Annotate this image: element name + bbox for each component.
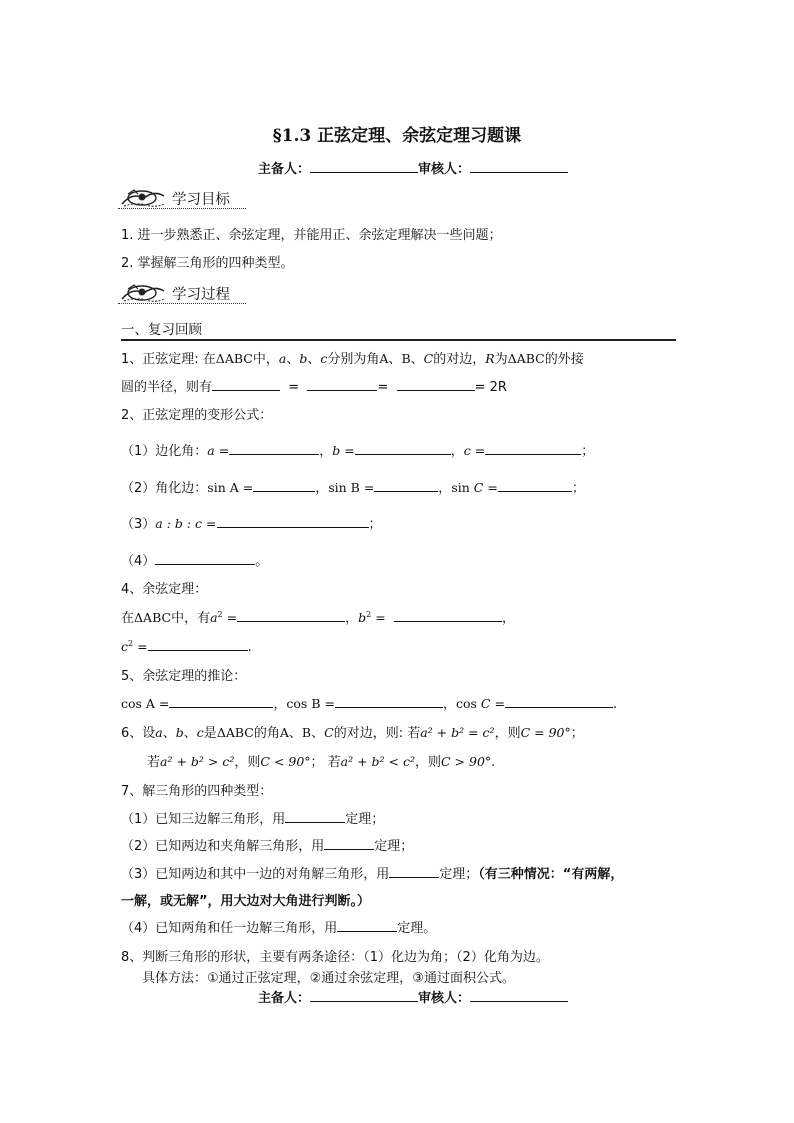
item-7-3: （3）已知两边和其中一边的对角解三角形，用 定理；（有三种情况：“有两解， bbox=[121, 863, 623, 882]
footer-signature-line bbox=[258, 987, 568, 1006]
review-heading bbox=[121, 318, 202, 338]
preparer-label: 主备人： bbox=[258, 991, 311, 1006]
item-8-line-2: 具体方法：①通过正弦定理，②通过余弦定理，③通过面积公式。 bbox=[142, 971, 515, 986]
item-6-line-1: 6、设a、b、c是ΔABC的角A、B、C的对边，则: 若a² + b² = c²，则C = 90°； bbox=[121, 725, 584, 741]
answer-blank[interactable] bbox=[505, 693, 613, 708]
reviewer-label: 审核人： bbox=[418, 162, 471, 177]
answer-blank[interactable] bbox=[212, 376, 280, 391]
item-2-1: （1）边化角：a = ，b = ，c = ； bbox=[121, 440, 594, 459]
review-title: 一、复习回顾 bbox=[121, 322, 202, 338]
preparer-blank[interactable] bbox=[310, 158, 418, 173]
section-goals-rule bbox=[118, 208, 246, 209]
answer-blank[interactable] bbox=[355, 440, 451, 455]
item-7-2: （2）已知两边和夹角解三角形，用 定理； bbox=[121, 835, 413, 854]
item-2-title: 2、正弦定理的变形公式： bbox=[121, 408, 273, 423]
item-1-line-1: 1、正弦定理: 在ΔABC中，a、b、c分别为角A、B、C的对边，R为ΔABC的外接 bbox=[121, 351, 584, 367]
item-2-4: （4） 。 bbox=[121, 550, 268, 569]
answer-blank[interactable] bbox=[397, 376, 475, 391]
preparer-label: 主备人： bbox=[258, 162, 311, 177]
answer-blank[interactable] bbox=[229, 440, 319, 455]
section-process-rule bbox=[118, 303, 246, 304]
reviewer-label: 审核人： bbox=[418, 991, 471, 1006]
goal-item-2: 2. 掌握解三角形的四种类型。 bbox=[121, 256, 294, 271]
answer-blank[interactable] bbox=[155, 550, 255, 565]
item-1-line-2: 圆的半径，则有 = = = 2R bbox=[121, 376, 507, 395]
answer-blank[interactable] bbox=[337, 917, 397, 932]
answer-blank[interactable] bbox=[324, 835, 374, 850]
header-signature-line bbox=[258, 158, 568, 177]
answer-blank[interactable] bbox=[374, 477, 438, 492]
item-5-1: cos A = ，cos B = ，cos C = . bbox=[121, 693, 617, 712]
item-7-1: （1）已知三边解三角形，用 定理； bbox=[121, 808, 384, 827]
reviewer-blank[interactable] bbox=[470, 987, 568, 1002]
preparer-blank[interactable] bbox=[310, 987, 418, 1002]
item-4-1: 在ΔABC中，有$a^2$ = ，$b^2$ = ， bbox=[121, 607, 515, 626]
study-book-icon bbox=[118, 186, 168, 210]
answer-blank[interactable] bbox=[498, 477, 572, 492]
answer-blank[interactable] bbox=[237, 607, 345, 622]
answer-blank[interactable] bbox=[169, 693, 273, 708]
item-4-title: 4、余弦定理： bbox=[121, 582, 208, 597]
review-rule bbox=[121, 339, 676, 341]
section-process-title: 学习过程 bbox=[172, 287, 230, 303]
answer-blank[interactable] bbox=[335, 693, 443, 708]
page-title: §1.3 正弦定理、余弦定理习题课 bbox=[272, 126, 522, 146]
item-6-line-2: 若a² + b² > c²，则C < 90°； 若a² + b² < c²，则C > 90°. bbox=[147, 754, 496, 770]
item-7-3-continued: 一解，或无解”，用大边对大角进行判断。） bbox=[121, 894, 371, 909]
item-8-line-1: 8、判断三角形的形状，主要有两条途径：（1）化边为角；（2）化角为边。 bbox=[121, 950, 549, 965]
item-7-title: 7、解三角形的四种类型： bbox=[121, 784, 273, 799]
answer-blank[interactable] bbox=[217, 513, 369, 528]
item-4-2: $c^2$ = . bbox=[121, 636, 252, 655]
answer-blank[interactable] bbox=[148, 636, 248, 651]
reviewer-blank[interactable] bbox=[470, 158, 568, 173]
item-7-4: （4）已知两角和任一边解三角形，用 定理。 bbox=[121, 917, 436, 936]
item-5-title: 5、余弦定理的推论： bbox=[121, 669, 247, 684]
answer-blank[interactable] bbox=[307, 376, 377, 391]
study-book-icon bbox=[118, 281, 168, 305]
answer-blank[interactable] bbox=[285, 808, 345, 823]
answer-blank[interactable] bbox=[485, 440, 581, 455]
answer-blank[interactable] bbox=[389, 863, 439, 878]
answer-blank[interactable] bbox=[253, 477, 315, 492]
section-goals-title: 学习目标 bbox=[172, 192, 230, 208]
goal-item-1: 1. 进一步熟悉正、余弦定理，并能用正、余弦定理解决一些问题； bbox=[121, 228, 502, 243]
answer-blank[interactable] bbox=[394, 607, 502, 622]
item-2-3: （3）a : b : c = ； bbox=[121, 513, 382, 532]
item-2-2: （2）角化边：sin A = ，sin B = ，sin C = ； bbox=[121, 477, 585, 496]
